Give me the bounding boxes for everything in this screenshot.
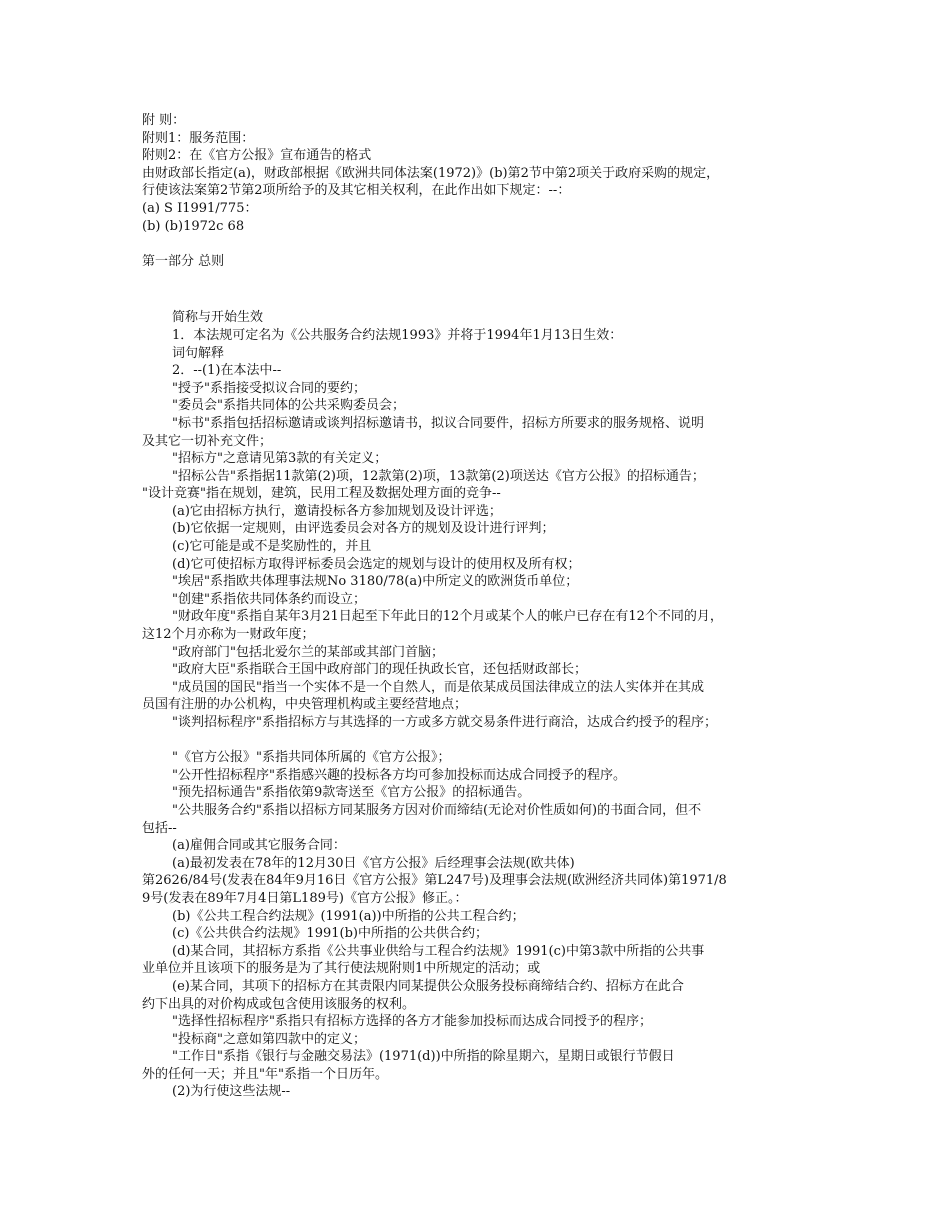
definition-continuation: 外的任何一天；并且"年"系指一个日历年。 (142, 1066, 388, 1082)
sub-item: (c)它可能是或不是奖励性的，并且 (172, 539, 372, 555)
definition-line: "预先招标通告"系指依第9款寄送至《官方公报》的招标通告。 (172, 785, 531, 801)
definition-line: "公开性招标程序"系指感兴趣的投标各方均可参加投标而达成合同授予的程序。 (172, 767, 626, 783)
sub-item-continuation: 业单位并且该项下的服务是为了其行使法规附则1中所规定的活动；或 (142, 961, 541, 977)
document-body (142, 112, 822, 1101)
definition-line: "授予"系指接受拟议合同的要约； (172, 380, 366, 396)
clause-line: 1．本法规可定名为《公共服务合约法规1993》并将于1994年1月13日生效： (172, 327, 623, 343)
blank-line (142, 732, 822, 750)
sub-item: (d)它可使招标方取得评标委员会选定的规划与设计的使用权及所有权； (172, 556, 581, 572)
section-heading: 词句解释 (172, 345, 225, 361)
sub-item-continuation: 9号(发表在89年7月4日第L189号)《官方公报》修正。： (142, 890, 468, 906)
definition-line: "投标商"之意如第四款中的定义； (172, 1031, 366, 1047)
clause-line: 2．--(1)在本法中-- (172, 363, 282, 379)
sub-item: (a)最初发表在78年的12月30日《官方公报》后经理事会法规(欧共体) (172, 855, 575, 871)
definition-line: "公共服务合约"系指以招标方同某服务方因对价而缔结(无论对价性质如何)的书面合同，但不 (172, 802, 702, 818)
definition-line: "政府大臣"系指联合王国中政府部门的现任执政长官，还包括财政部长； (172, 662, 587, 678)
definition-line: "选择性招标程序"系指只有招标方选择的各方才能参加投标而达成合同授予的程序； (172, 1014, 652, 1030)
clause-line: (2)为行使这些法规-- (172, 1084, 291, 1100)
definition-line: "委员会"系指共同体的公共采购委员会； (172, 398, 405, 414)
header-line: 由财政部长指定(a)，财政部根据《欧洲共同体法案(1972)》(b)第2节中第2项关于政府采购的规定， (142, 165, 720, 181)
definition-line: "设计竞赛"指在规划，建筑，民用工程及数据处理方面的竞争-- (142, 486, 501, 502)
sub-item: (a)雇佣合同或其它服务合同： (172, 838, 346, 854)
definition-line: "埃居"系指欧共体理事法规No 3180/78(a)中所定义的欧洲货币单位； (172, 574, 579, 590)
header-line: 附则1：服务范围： (142, 130, 255, 146)
definition-line: "成员国的国民"指当一个实体不是一个自然人，而是依某成员国法律成立的法人实体并在其成 (172, 679, 704, 695)
part-title: 第一部分 总则 (142, 253, 225, 269)
definition-line: "财政年度"系指自某年3月21日起至下年此日的12个月或某个人的帐户已存在有12个不同的月， (172, 609, 723, 625)
definition-continuation: 及其它一切补充文件； (142, 433, 273, 449)
definition-line: "《官方公报》"系指共同体所属的《官方公报》； (172, 750, 451, 766)
header-line: (a) S I1991/775： (142, 200, 258, 216)
header-line: 附 则： (142, 113, 186, 128)
definition-line: "招标方"之意请见第3款的有关定义； (172, 451, 388, 467)
sub-item: (c)《公共供合约法规》1991(b)中所指的公共供合约； (172, 926, 488, 942)
sub-item: (a)它由招标方执行，邀请投标各方参加规划及设计评选； (172, 503, 502, 519)
definition-line: "政府部门"包括北爱尔兰的某部或其部门首脑； (172, 644, 444, 660)
definition-line: "工作日"系指《银行与金融交易法》(1971(d))中所指的除星期六，星期日或银行节假日 (172, 1049, 675, 1065)
sub-item: (d)某合同，其招标方系指《公共事业供给与工程合约法规》1991(c)中第3款中所指的公共事 (172, 943, 705, 959)
header-line: (b) (b)1972c 68 (142, 218, 245, 234)
definition-line: "谈判招标程序"系指招标方与其选择的一方或多方就交易条件进行商洽，达成合约授予的程序； (172, 715, 717, 730)
definition-line: "创建"系指依共同体条约而设立； (172, 591, 366, 607)
sub-item: (b)它依据一定规则，由评选委员会对各方的规划及设计进行评判； (172, 521, 555, 537)
sub-item-continuation: 第2626/84号(发表在84年9月16日《官方公报》第L247号)及理事会法规(欧洲经济共同体)第1971/8 (142, 873, 727, 889)
sub-item: (e)某合同，其项下的招标方在其责限内同某提供公众服务投标商缔结合约、招标方在此合 (172, 978, 684, 994)
definition-line: "招标公告"系指据11款第(2)项，12款第(2)项，13款第(2)项送达《官方公报》的招标通告； (172, 468, 705, 484)
definition-continuation: 员国有注册的办公机构，中央管理机构或主要经营地点； (142, 697, 468, 713)
header-line: 行使该法案第2节第2项所给予的及其它相关权利，在此作出如下规定：--： (142, 183, 571, 199)
definition-line: "标书"系指包括招标邀请或谈判招标邀请书，拟议合同要件，招标方所要求的服务规格、说明 (172, 415, 704, 431)
sub-item-continuation: 约下出具的对价构成或包含使用该服务的权利。 (142, 996, 416, 1012)
header-line: 附则2：在《官方公报》宣布通告的格式 (142, 148, 372, 164)
section-heading: 简称与开始生效 (172, 310, 264, 326)
definition-continuation: 这12个月亦称为一财政年度； (142, 627, 315, 643)
sub-item: (b)《公共工程合约法规》(1991(a))中所指的公共工程合约； (172, 908, 525, 924)
definition-continuation: 包括-- (142, 820, 177, 836)
